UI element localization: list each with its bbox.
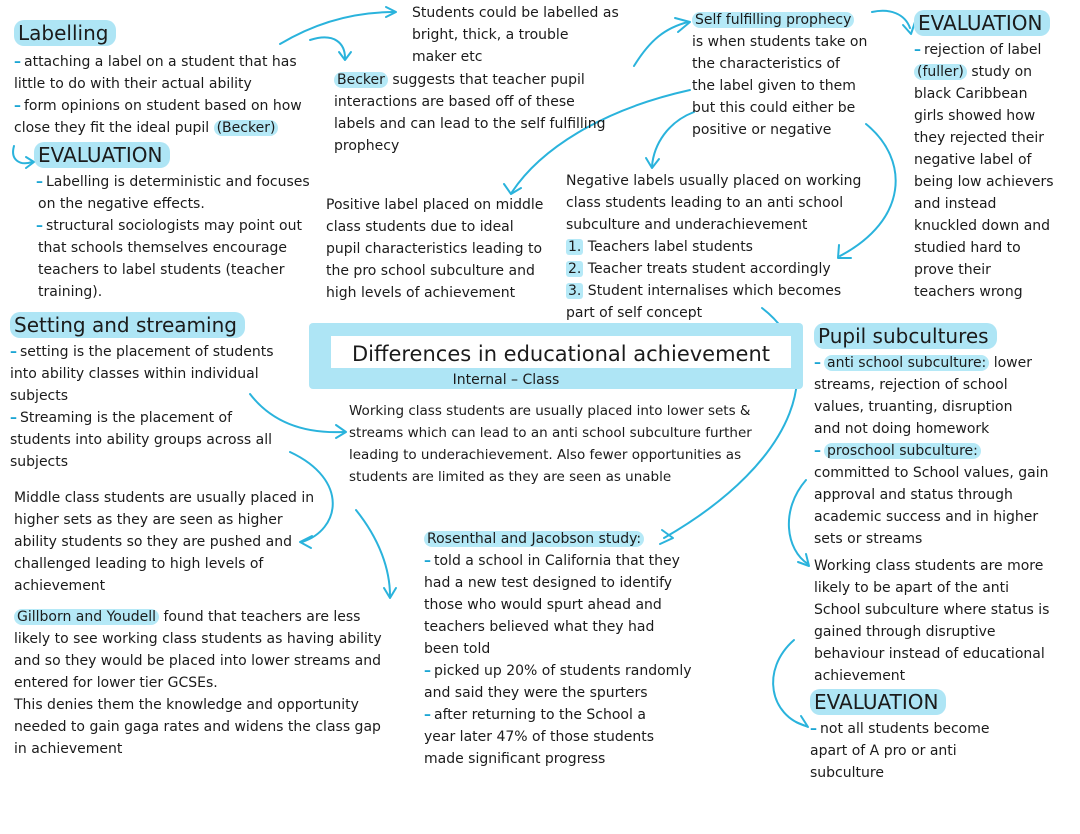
labels-line: maker etc: [412, 49, 483, 65]
gillborn-line: and so they would be placed into lower streams and: [14, 653, 382, 669]
working-class-line: leading to underachievement. Also fewer opportunities as: [349, 447, 742, 463]
evaluation-line: study on: [966, 64, 1033, 80]
labelling-section: [14, 20, 302, 139]
bullet-dash: –: [14, 98, 21, 114]
evaluation-line: being low achievers: [914, 174, 1054, 190]
evaluation-line: girls showed how: [914, 108, 1036, 124]
evaluation-line: they rejected their: [914, 130, 1045, 146]
evaluation-line: and instead: [914, 196, 997, 212]
wc-anti-section: [814, 555, 1049, 687]
sfp-line: the characteristics of: [692, 56, 840, 72]
becker-name: Becker: [334, 72, 388, 88]
bullet-dash: –: [10, 410, 17, 426]
sfp-section: [692, 9, 867, 141]
wc-anti-line: gained through disruptive: [814, 624, 996, 640]
negative-step: part of self concept: [566, 305, 703, 321]
labels-line: Students could be labelled as: [412, 5, 619, 21]
evaluation-line: structural sociologists may point out: [46, 218, 302, 234]
becker-line: prophecy: [334, 138, 400, 154]
fuller-reference: (fuller): [914, 64, 967, 80]
evaluation-heading: EVALUATION: [810, 689, 946, 715]
middle-class-line: Middle class students are usually placed in: [14, 490, 315, 506]
middle-class-section: [14, 487, 314, 597]
arrow-becker-to-sfp: [634, 22, 688, 66]
working-class-section: [349, 400, 752, 488]
step-number: 3.: [568, 283, 582, 299]
labelling-line: little to do with their actual ability: [14, 76, 252, 92]
positive-line: pupil characteristics leading to: [326, 241, 543, 257]
rosenthal-line: year later 47% of those students: [424, 729, 655, 745]
positive-label-section: [326, 194, 543, 304]
sfp-line: is when students take on: [692, 34, 868, 50]
bullet-dash: –: [14, 54, 21, 70]
positive-line: the pro school subculture and: [326, 263, 535, 279]
bullet-dash: –: [424, 707, 431, 723]
evaluation-top-right: [914, 10, 1054, 303]
evaluation-line: teachers to label students (teacher: [38, 262, 285, 278]
gillborn-line: likely to see working class students as having ability: [14, 631, 382, 647]
setting-streaming-section: [10, 312, 274, 473]
subcultures-heading: Pupil subcultures: [814, 323, 997, 349]
negative-step: Teachers label students: [583, 239, 753, 255]
gillborn-section: [14, 606, 382, 760]
step-number: 1.: [568, 239, 582, 255]
rosenthal-line: had a new test designed to identify: [424, 575, 673, 591]
rosenthal-line: after returning to the School a: [434, 707, 646, 723]
setting-line: Streaming is the placement of: [20, 410, 233, 426]
rosenthal-section: [424, 528, 692, 770]
subculture-line: sets or streams: [814, 531, 923, 547]
wc-anti-line: School subculture where status is: [814, 602, 1050, 618]
evaluation-line: black Caribbean: [914, 86, 1028, 102]
page-subtitle: Internal – Class: [452, 372, 560, 388]
middle-class-line: ability students so they are pushed and: [14, 534, 292, 550]
positive-line: Positive label placed on middle: [326, 197, 544, 213]
labels-examples: [412, 2, 619, 68]
subculture-line: committed to School values, gain: [814, 465, 1049, 481]
bullet-dash: –: [10, 344, 17, 360]
labelling-line: attaching a label on a student that has: [24, 54, 297, 70]
gillborn-line: needed to gain gaga rates and widens the class gap: [14, 719, 381, 735]
setting-line: subjects: [10, 388, 69, 404]
sfp-line: the label given to them: [692, 78, 856, 94]
sfp-line: positive or negative: [692, 122, 832, 138]
rosenthal-line: teachers believed what they had: [424, 619, 655, 635]
bullet-dash: –: [914, 42, 921, 58]
working-class-line: Working class students are usually placed into lower sets &: [349, 403, 751, 419]
gillborn-line: found that teachers are less: [159, 609, 361, 625]
becker-line: labels and can lead to the self fulfilling: [334, 116, 606, 132]
positive-line: class students due to ideal: [326, 219, 514, 235]
subculture-line: values, truanting, disruption: [814, 399, 1013, 415]
wc-anti-line: likely to be apart of the anti: [814, 580, 1010, 596]
subculture-line: streams, rejection of school: [814, 377, 1008, 393]
negative-step: Student internalises which becomes: [583, 283, 842, 299]
evaluation-bottom-right: [810, 689, 989, 784]
rosenthal-line: been told: [424, 641, 491, 657]
evaluation-line: teachers wrong: [914, 284, 1023, 300]
bullet-dash: –: [424, 663, 431, 679]
wc-anti-line: Working class students are more: [814, 558, 1044, 574]
negative-label-section: [566, 170, 861, 324]
negative-line: Negative labels usually placed on working: [566, 173, 862, 189]
setting-line: subjects: [10, 454, 69, 470]
arrow-wc-to-evaluation: [773, 640, 806, 726]
evaluation-line: knuckled down and: [914, 218, 1051, 234]
middle-class-line: achievement: [14, 578, 106, 594]
sfp-line: but this could either be: [692, 100, 856, 116]
middle-class-line: challenged leading to high levels of: [14, 556, 264, 572]
evaluation-line: Labelling is deterministic and focuses: [46, 174, 310, 190]
pro-school-label: proschool subculture:: [824, 443, 981, 459]
rosenthal-heading: Rosenthal and Jacobson study:: [424, 531, 644, 547]
evaluation-line: training).: [38, 284, 103, 300]
evaluation-heading: EVALUATION: [914, 10, 1050, 36]
gillborn-name: Gillborn and Youdell: [14, 609, 159, 625]
arrow-subcultures-to-wc: [789, 480, 808, 564]
evaluation-line: on the negative effects.: [38, 196, 205, 212]
rosenthal-line: and said they were the spurters: [424, 685, 648, 701]
becker-section: [334, 69, 605, 157]
anti-school-label: anti school subculture:: [824, 355, 989, 371]
gillborn-line: in achievement: [14, 741, 123, 757]
arrow-sfp-to-positive-head: [504, 184, 521, 194]
negative-step: Teacher treats student accordingly: [583, 261, 831, 277]
setting-heading: Setting and streaming: [10, 312, 245, 338]
subculture-line: lower: [989, 355, 1033, 371]
evaluation-heading: EVALUATION: [34, 142, 170, 168]
subcultures-section: [814, 323, 1048, 550]
becker-line: suggests that teacher pupil: [387, 72, 585, 88]
negative-line: subculture and underachievement: [566, 217, 808, 233]
evaluation-line: prove their: [914, 262, 991, 278]
working-class-line: students are limited as they are seen as unable: [349, 469, 672, 485]
bullet-dash: –: [36, 174, 43, 190]
gillborn-line: This denies them the knowledge and opportunity: [14, 697, 359, 713]
evaluation-left: [34, 142, 310, 303]
evaluation-line: that schools themselves encourage: [38, 240, 288, 256]
wc-anti-line: achievement: [814, 668, 906, 684]
bullet-dash: –: [36, 218, 43, 234]
evaluation-line: subculture: [810, 765, 884, 781]
evaluation-line: apart of A pro or anti: [810, 743, 957, 759]
gillborn-line: entered for lower tier GCSEs.: [14, 675, 218, 691]
rosenthal-line: made significant progress: [424, 751, 606, 767]
becker-reference: (Becker): [214, 120, 279, 136]
arrow-sfp-to-negative: [652, 112, 694, 166]
step-number: 2.: [568, 261, 582, 277]
evaluation-line: studied hard to: [914, 240, 1021, 256]
page-title: Differences in educational achievement: [351, 342, 771, 366]
positive-line: high levels of achievement: [326, 285, 516, 301]
rosenthal-line: picked up 20% of students randomly: [434, 663, 692, 679]
setting-line: setting is the placement of students: [20, 344, 274, 360]
becker-line: interactions are based off of these: [334, 94, 575, 110]
subculture-line: academic success and in higher: [814, 509, 1039, 525]
evaluation-line: rejection of label: [924, 42, 1042, 58]
setting-line: into ability classes within individual: [10, 366, 259, 382]
evaluation-line: negative label of: [914, 152, 1032, 168]
arrow-labelling-to-evaluation: [13, 146, 32, 163]
subculture-line: approval and status through: [814, 487, 1013, 503]
rosenthal-line: those who would spurt ahead and: [424, 597, 662, 613]
subculture-line: and not doing homework: [814, 421, 990, 437]
arrow-setting-to-gillborn: [356, 510, 390, 596]
bullet-dash: –: [814, 443, 821, 459]
bullet-dash: –: [814, 355, 821, 371]
evaluation-line: not all students become: [820, 721, 990, 737]
labelling-line: close they fit the ideal pupil: [14, 120, 214, 136]
bullet-dash: –: [810, 721, 817, 737]
negative-line: class students leading to an anti school: [566, 195, 844, 211]
middle-class-line: higher sets as they are seen as higher: [14, 512, 283, 528]
setting-line: students into ability groups across all: [10, 432, 272, 448]
wc-anti-line: behaviour instead of educational: [814, 646, 1045, 662]
labels-line: bright, thick, a trouble: [412, 27, 569, 43]
bullet-dash: –: [424, 553, 431, 569]
labelling-line: form opinions on student based on how: [24, 98, 302, 114]
rosenthal-line: told a school in California that they: [434, 553, 680, 569]
labelling-heading: Labelling: [14, 20, 116, 46]
arrow-wc-to-evaluation-head: [796, 716, 808, 727]
working-class-line: streams which can lead to an anti school subculture further: [349, 425, 752, 441]
sfp-name: Self fulfilling prophecy: [692, 12, 854, 28]
arrow-labelling-to-becker: [310, 37, 345, 58]
